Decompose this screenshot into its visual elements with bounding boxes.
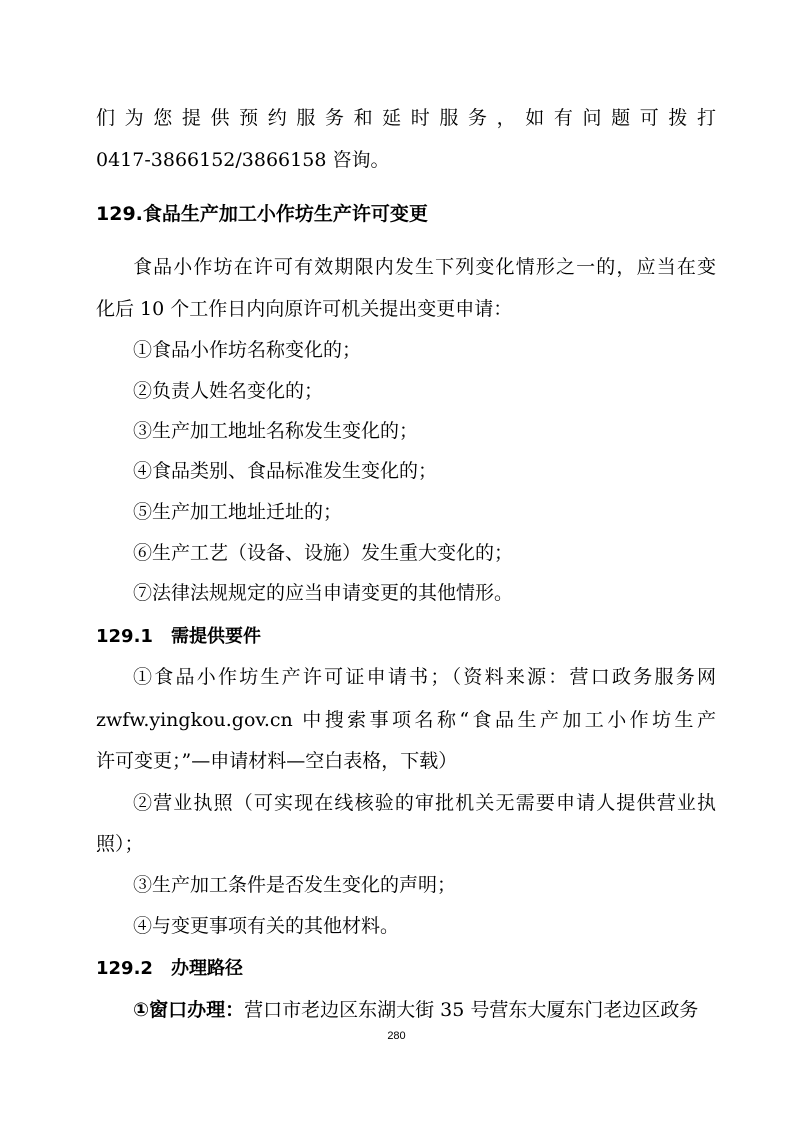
intro-line-2: 0417-3866152/3866158 咨询。 <box>96 149 390 171</box>
material-line-3: 许可变更；”—申请材料—空白表格，下载） <box>96 750 458 772</box>
section-paragraph-line-1: 食品小作坊在许可有效期限内发生下列变化情形之一的，应当在变 <box>133 256 716 278</box>
section-title: 129.食品生产加工小作坊生产许可变更 <box>96 203 428 225</box>
path-number: 129.2 <box>96 958 153 979</box>
path-text: 营口市老边区东湖大街 35 号营东大厦东门老边区政务 <box>244 999 699 1021</box>
materials-number: 129.1 <box>96 626 153 647</box>
material-line-2: zwfw.yingkou.gov.cn 中搜索事项名称“食品生产加工小作坊生产 <box>96 709 716 731</box>
material-line-6: ③生产加工条件是否发生变化的声明； <box>133 874 457 896</box>
change-item-2: ②负责人姓名变化的； <box>133 380 324 402</box>
materials-title: 需提供要件 <box>171 626 261 647</box>
change-item-4: ④食品类别、食品标准发生变化的； <box>133 460 438 482</box>
material-line-7: ④与变更事项有关的其他材料。 <box>133 915 400 937</box>
change-item-1: ①食品小作坊名称变化的； <box>133 339 362 361</box>
path-heading <box>96 957 716 981</box>
page-number: 280 <box>387 1030 406 1042</box>
section-paragraph-line-2: 化后 10 个工作日内向原许可机关提出变更申请： <box>96 298 513 320</box>
material-line-4: ②营业执照（可实现在线核验的审批机关无需要申请人提供营业执 <box>133 792 716 814</box>
change-item-7: ⑦法律法规规定的应当申请变更的其他情形。 <box>133 582 514 604</box>
material-line-1: ①食品小作坊生产许可证申请书；（资料来源：营口政务服务网 <box>133 666 716 688</box>
change-item-3: ③生产加工地址名称发生变化的； <box>133 420 419 442</box>
change-item-5: ⑤生产加工地址迁址的； <box>133 501 343 523</box>
path-title: 办理路径 <box>171 958 243 979</box>
path-label: ①窗口办理： <box>133 999 245 1021</box>
change-item-6: ⑥生产工艺（设备、设施）发生重大变化的； <box>133 542 514 564</box>
path-line-1 <box>133 998 716 1022</box>
material-line-5: 照）； <box>96 833 144 855</box>
materials-heading <box>96 625 716 649</box>
intro-line-1: 们为您提供预约服务和延时服务，如有问题可拨打 <box>96 107 716 129</box>
